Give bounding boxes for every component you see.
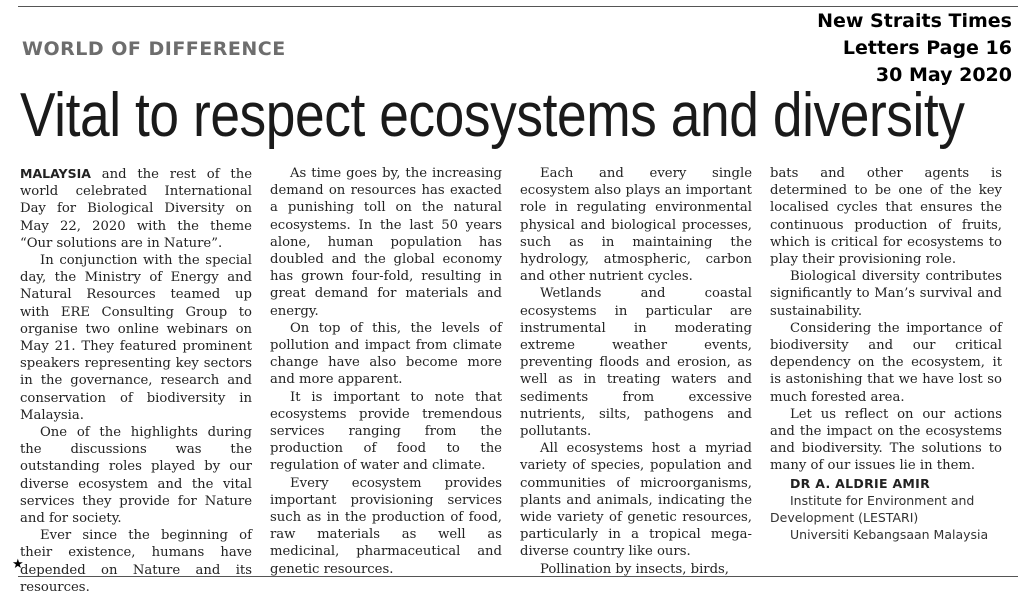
byline-university: Universiti Kebangsaan Malaysia xyxy=(790,526,989,542)
byline-author: DR A. ALDRIE AMIR xyxy=(790,475,931,491)
paragraph: Pollination by insects, birds, xyxy=(540,561,729,577)
section-kicker: WORLD OF DIFFERENCE xyxy=(22,38,286,60)
paragraph: Wetlands and coastal ecosystems in particular are instrumental in moderating extreme weather events, preventing floods and erosion, as well as in treating waters and sediments from excessive nutrients, silts, pathogens and pollutants. xyxy=(520,286,752,440)
publication-date: 30 May 2020 xyxy=(875,64,1012,86)
paragraph: In conjunction with the special day, the Ministry of Energy and Natural Resources teamed up with ERE Consulting Group to organise two online webinars on May 21. They featured prominent speakers representing key sectors in the governance, research and conservation of biodiversity in Malaysia. xyxy=(20,253,252,423)
paragraph-text: and the rest of the world celebrated International Day for Biological Diversity on May 22, 2020 with the theme “Our solutions are in Nature”. xyxy=(20,167,252,251)
paragraph: It is important to note that ecosystems provide tremendous services ranging from the production of food to the regulation of water and climate. xyxy=(270,389,502,474)
page-reference: Letters Page 16 xyxy=(842,37,1012,59)
paragraph: bats and other agents is determined to be one of the key localised cycles that ensures the continuous production of fruits, which is critical for ecosystems to play their provisioning role. xyxy=(770,166,1002,268)
bottom-rule xyxy=(18,576,1018,577)
column-4 xyxy=(770,165,1002,543)
byline-affiliation: Institute for Environment and Development (LESTARI) xyxy=(770,492,975,525)
paragraph: Let us reflect on our actions and the impact on the ecosystems and biodiversity. The solutions to many of our issues lie in them. xyxy=(770,406,1002,474)
headline: Vital to respect ecosystems and diversity xyxy=(20,81,965,150)
column-3 xyxy=(520,165,752,578)
paragraph xyxy=(20,165,252,252)
paragraph: Ever since the beginning of their existence, humans have depended on Nature and its resources. xyxy=(20,528,252,595)
lead-word: MALAYSIA xyxy=(20,166,91,181)
paragraph: On top of this, the levels of pollution and impact from climate change have also become more and more apparent. xyxy=(270,320,502,388)
paragraph: Biological diversity contributes significantly to Man’s survival and sustainability. xyxy=(770,269,1002,319)
paragraph: All ecosystems host a myriad variety of species, population and communities of microorganisms, plants and animals, indicating the wide variety of genetic resources, particularly in a tropical mega-diverse country like ours. xyxy=(520,441,752,560)
star-icon: ★ xyxy=(12,557,24,572)
publication-name: New Straits Times xyxy=(817,10,1012,32)
paragraph: Every ecosystem provides important provisioning services such as in the production of food, raw materials as well as medicinal, pharmaceutical and genetic resources. xyxy=(270,475,502,577)
paragraph: As time goes by, the increasing demand on resources has exacted a punishing toll on the natural ecosystems. In the last 50 years alone, human population has doubled and the global economy has grown four-fold, resulting in great demand for materials and energy. xyxy=(270,166,502,319)
top-rule xyxy=(18,6,1018,7)
paragraph: Each and every single ecosystem also plays an important role in regulating environmental physical and biological processes, such as in maintaining the hydrology, atmospheric, carbon and other nutrient cycles. xyxy=(520,166,752,285)
source-annotation xyxy=(817,8,1012,89)
column-1 xyxy=(20,165,252,596)
column-2 xyxy=(270,165,502,578)
paragraph: Considering the importance of biodiversity and our critical dependency on the ecosystem, it is astonishing that we have lost so much forested area. xyxy=(770,320,1002,405)
paragraph: One of the highlights during the discussions was the outstanding roles played by our diverse ecosystem and the vital services they provide for Nature and for society. xyxy=(20,425,252,527)
article-body xyxy=(20,165,1002,595)
